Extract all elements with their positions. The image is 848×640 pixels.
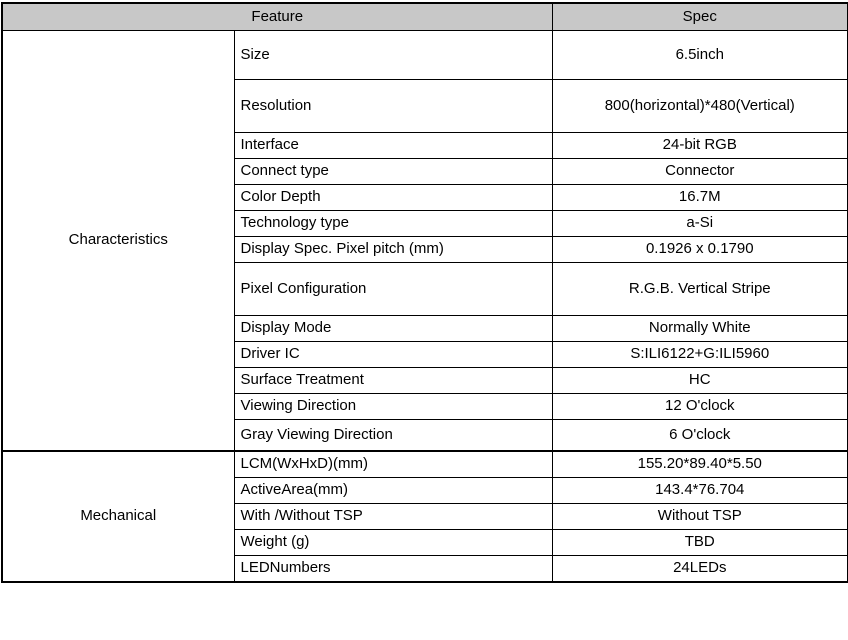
spec-cell: 0.1926 x 0.1790 (552, 237, 848, 263)
spec-cell: 24LEDs (552, 556, 848, 583)
feature-cell: Viewing Direction (234, 394, 552, 420)
spec-cell: 6.5inch (552, 31, 848, 80)
feature-cell: Color Depth (234, 185, 552, 211)
feature-cell: LCM(WxHxD)(mm) (234, 451, 552, 478)
spec-cell: Normally White (552, 316, 848, 342)
spec-cell: S:ILI6122+G:ILI5960 (552, 342, 848, 368)
table-row (2, 451, 848, 478)
spec-cell: 143.4*76.704 (552, 478, 848, 504)
specification-table (1, 2, 848, 583)
spec-cell: Without TSP (552, 504, 848, 530)
group-label: Mechanical (2, 451, 234, 582)
feature-cell: Pixel Configuration (234, 263, 552, 316)
spec-cell: R.G.B. Vertical Stripe (552, 263, 848, 316)
spec-cell: Connector (552, 159, 848, 185)
group-label: Characteristics (2, 31, 234, 452)
feature-cell: ActiveArea(mm) (234, 478, 552, 504)
spec-cell: HC (552, 368, 848, 394)
feature-cell: Gray Viewing Direction (234, 420, 552, 452)
feature-cell: Resolution (234, 80, 552, 133)
spec-cell: 24-bit RGB (552, 133, 848, 159)
feature-cell: Surface Treatment (234, 368, 552, 394)
feature-cell: Interface (234, 133, 552, 159)
table-row (2, 31, 848, 80)
feature-cell: Connect type (234, 159, 552, 185)
feature-cell: Weight (g) (234, 530, 552, 556)
feature-cell: With /Without TSP (234, 504, 552, 530)
spec-cell: 6 O'clock (552, 420, 848, 452)
feature-cell: Driver IC (234, 342, 552, 368)
feature-cell: LEDNumbers (234, 556, 552, 583)
spec-cell: 800(horizontal)*480(Vertical) (552, 80, 848, 133)
spec-cell: TBD (552, 530, 848, 556)
spec-cell: a-Si (552, 211, 848, 237)
feature-cell: Display Spec. Pixel pitch (mm) (234, 237, 552, 263)
spec-cell: 16.7M (552, 185, 848, 211)
column-header-spec: Spec (552, 3, 848, 31)
table-body (2, 31, 848, 583)
table-head (2, 3, 848, 31)
feature-cell: Technology type (234, 211, 552, 237)
spec-cell: 12 O'clock (552, 394, 848, 420)
spec-sheet (0, 2, 848, 640)
feature-cell: Display Mode (234, 316, 552, 342)
header-row (2, 3, 848, 31)
column-header-feature: Feature (2, 3, 552, 31)
spec-cell: 155.20*89.40*5.50 (552, 451, 848, 478)
feature-cell: Size (234, 31, 552, 80)
